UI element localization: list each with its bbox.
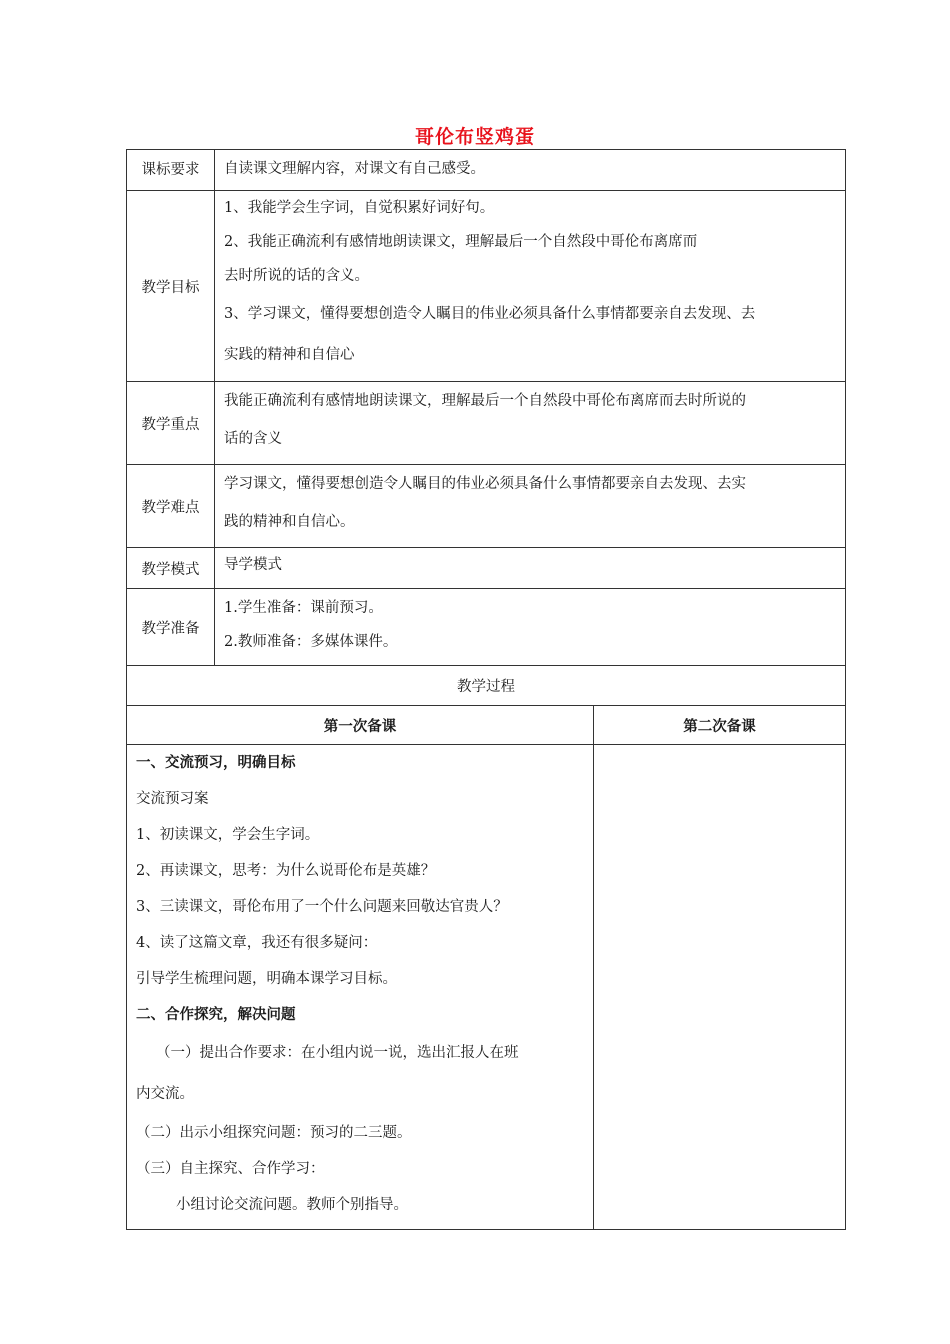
row-preparation (127, 589, 846, 666)
first-prep-content (127, 745, 594, 1230)
second-prep-content (594, 745, 846, 1230)
mode-line: 导学模式 (224, 557, 282, 573)
row-key-points (127, 382, 846, 465)
row-process-header (127, 666, 846, 706)
row-content-objectives (215, 191, 846, 382)
objectives-line: 去时所说的话的含义。 (224, 268, 369, 284)
process-line: 内交流。 (136, 1086, 194, 1102)
row-content-preparation (215, 589, 846, 666)
row-label-standards: 课标要求 (127, 150, 215, 191)
row-label-key-points: 教学重点 (127, 382, 215, 465)
process-line: 交流预习案 (136, 791, 209, 807)
objectives-line: 1、我能学会生字词，自觉积累好词好句。 (224, 200, 495, 216)
document-title: 哥伦布竖鸡蛋 (414, 126, 535, 148)
row-content-standards (215, 150, 846, 191)
row-mode (127, 548, 846, 589)
process-line: 3、三读课文，哥伦布用了一个什么问题来回敬达官贵人？ (136, 899, 508, 915)
process-line: （三）自主探究、合作学习： (136, 1161, 325, 1177)
lesson-plan-table (126, 149, 846, 1230)
section-heading: 一、交流预习，明确目标 (136, 755, 296, 771)
objectives-line: 3、学习课文，懂得要想创造令人瞩目的伟业必须具备什么事情都要亲自去发现、去 (224, 306, 756, 322)
row-label-difficulties: 教学难点 (127, 465, 215, 548)
row-difficulties (127, 465, 846, 548)
difficulties-line: 践的精神和自信心。 (224, 514, 355, 530)
row-process-columns (127, 706, 846, 745)
preparation-line: 2.教师准备：多媒体课件。 (224, 634, 398, 650)
process-header: 教学过程 (127, 666, 846, 706)
row-process-content (127, 745, 846, 1230)
row-label-preparation: 教学准备 (127, 589, 215, 666)
key-points-line: 我能正确流利有感情地朗读课文，理解最后一个自然段中哥伦布离席而去时所说的 (224, 393, 746, 409)
objectives-line: 2、我能正确流利有感情地朗读课文，理解最后一个自然段中哥伦布离席而 (224, 234, 698, 250)
process-line: 小组讨论交流问题。教师个别指导。 (176, 1197, 408, 1213)
process-line: 引导学生梳理问题，明确本课学习目标。 (136, 971, 397, 987)
standards-line: 自读课文理解内容，对课文有自己感受。 (224, 161, 485, 177)
row-label-objectives: 教学目标 (127, 191, 215, 382)
preparation-line: 1.学生准备：课前预习。 (224, 600, 383, 616)
objectives-line: 实践的精神和自信心 (224, 347, 355, 363)
difficulties-line: 学习课文，懂得要想创造令人瞩目的伟业必须具备什么事情都要亲自去发现、去实 (224, 476, 746, 492)
process-line: （一）提出合作要求：在小组内说一说，选出汇报人在班 (156, 1045, 519, 1061)
process-line: 2、再读课文，思考：为什么说哥伦布是英雄？ (136, 863, 436, 879)
section-heading: 二、合作探究，解决问题 (136, 1007, 296, 1023)
process-line: 1、初读课文，学会生字词。 (136, 827, 320, 843)
key-points-line: 话的含义 (224, 431, 282, 447)
column-header-first-prep: 第一次备课 (127, 706, 594, 745)
row-content-key-points (215, 382, 846, 465)
row-label-mode: 教学模式 (127, 548, 215, 589)
row-objectives (127, 191, 846, 382)
row-content-difficulties (215, 465, 846, 548)
process-line: （二）出示小组探究问题：预习的二三题。 (136, 1125, 412, 1141)
column-header-second-prep: 第二次备课 (594, 706, 846, 745)
process-line: 4、读了这篇文章，我还有很多疑问： (136, 935, 378, 951)
row-content-mode (215, 548, 846, 589)
row-standards (127, 150, 846, 191)
